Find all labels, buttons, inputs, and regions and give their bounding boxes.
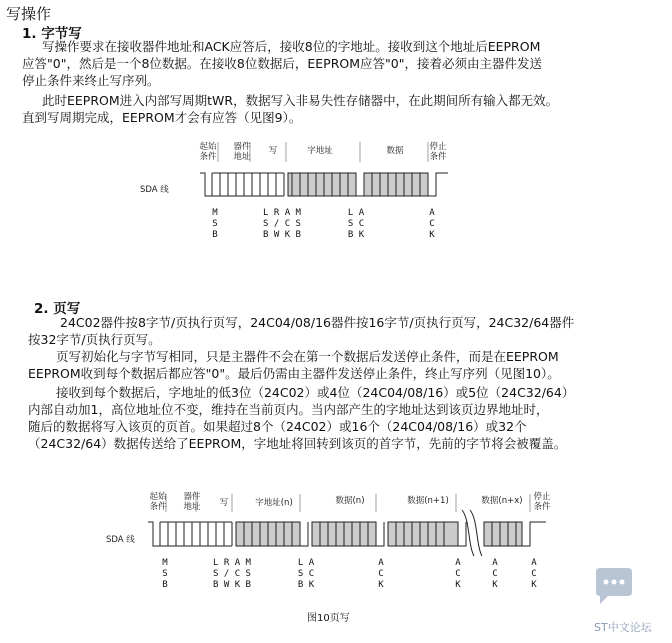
text-line: 24C02器件按8字节/页执行页写，24C04/08/16器件按16字节/页执行页写，24C32/64器件 bbox=[60, 315, 575, 330]
text-line: 写操作要求在接收器件地址和ACK应答后，接收8位的字地址。接收到这个地址后EEPROM bbox=[42, 39, 541, 54]
fig10-bits-ack-2: A C K bbox=[455, 558, 461, 590]
text-line: 按32字节/页执行页写。 bbox=[28, 332, 161, 347]
fig10-label-device-address bbox=[180, 492, 204, 512]
text-line: 接收到每个数据后，字地址的低3位（24C02）或4位（24C04/08/16）或5位（24C32/64） bbox=[56, 385, 575, 400]
fig10-label-data-n: 数据(n) bbox=[335, 496, 365, 506]
text-line: 此时EEPROM进入内部写周期tWR，数据写入非易失性存储器中，在此期间所有输入都无效。 bbox=[42, 93, 559, 108]
label-text: 器件 地址 bbox=[183, 492, 201, 512]
data-n1-block bbox=[388, 522, 458, 546]
section-heading-page-write: 2. 页写 bbox=[34, 301, 81, 317]
start-condition-signal bbox=[148, 522, 160, 546]
fig9-bits-ack: A C K bbox=[429, 208, 435, 240]
fig9-label-word-address: 字地址 bbox=[307, 146, 333, 156]
fig10-bits-ack-4: A C K bbox=[531, 558, 537, 590]
figure-10-caption: 图10页写 bbox=[307, 613, 350, 624]
text-line: 随后的数据将写入该页的页首。如果超过8个（24C02）或16个（24C04/08/16）或32个 bbox=[28, 419, 527, 434]
fig10-label-data-n1: 数据(n+1) bbox=[407, 496, 449, 506]
fig9-bits-msb: M S B bbox=[212, 208, 218, 240]
section-heading-byte-write: 1. 字节写 bbox=[22, 26, 82, 42]
label-text: 起始 条件 bbox=[149, 492, 167, 512]
text-line: EEPROM收到每个数据后都应答"0"。最后仍需由主器件发送停止条件，终止写序列（见图10）。 bbox=[28, 366, 560, 381]
label-text: 停止 条件 bbox=[533, 492, 551, 512]
text-line: 内部自动加1，高位地址位不变，维持在当前页内。当内部产生的字地址达到该页边界地址时， bbox=[28, 402, 549, 417]
text-line: 应答"0"，然后是一个8位数据。在接收8位数据后，EEPROM应答"0"，接着必须由主器件发送 bbox=[22, 56, 542, 71]
fig10-label-data-nx: 数据(n+x) bbox=[481, 496, 523, 506]
fig10-bits-lsb-rw-ack: L R A M S / C S B W K B bbox=[213, 558, 251, 590]
fig9-sda-line-label: SDA 线 bbox=[140, 185, 169, 195]
fig9-bits-lsb-rw-ack: L R A M S / C S B W K B bbox=[263, 208, 301, 240]
forum-chat-icon bbox=[592, 566, 636, 610]
text-line: （24C32/64）数据传送给了EEPROM，字地址将回转到该页的首字节，先前的字节将会被覆盖。 bbox=[28, 436, 567, 451]
label-text: 起始 条件 bbox=[199, 142, 217, 162]
fig10-label-start bbox=[146, 492, 170, 512]
label-text: 器件 地址 bbox=[233, 142, 251, 162]
fig10-label-stop bbox=[530, 492, 554, 512]
fig9-bits-lsb-ack: L A S C B K bbox=[347, 208, 365, 240]
label-text: 停止 条件 bbox=[429, 142, 447, 162]
fig10-bits-msb: M S B bbox=[162, 558, 168, 590]
fig10-label-write: 写 bbox=[219, 498, 229, 508]
fig10-bits-ack-1: A C K bbox=[378, 558, 384, 590]
break-marks bbox=[462, 510, 482, 556]
text-line: 页写初始化与字节写相同，只是主器件不会在第一个数据后发送停止条件，而是在EEPROM bbox=[56, 349, 559, 364]
fig10-bits-ack-3: A C K bbox=[492, 558, 498, 590]
fig9-label-write: 写 bbox=[268, 146, 278, 156]
fig10-label-word-address: 字地址(n) bbox=[255, 498, 293, 508]
watermark-text: ST中文论坛 bbox=[594, 621, 652, 634]
text-line: 直到写周期完成，EEPROM才会有应答（见图9）。 bbox=[22, 110, 302, 125]
fig10-sda-line-label: SDA 线 bbox=[106, 535, 135, 545]
chat-bubble-icon bbox=[592, 566, 636, 610]
text-line: 停止条件来终止写序列。 bbox=[22, 73, 160, 88]
fig10-bits-lsb-ack: L A S C B K bbox=[297, 558, 315, 590]
fig9-label-data: 数据 bbox=[386, 146, 404, 156]
page-title: 写操作 bbox=[6, 5, 52, 23]
